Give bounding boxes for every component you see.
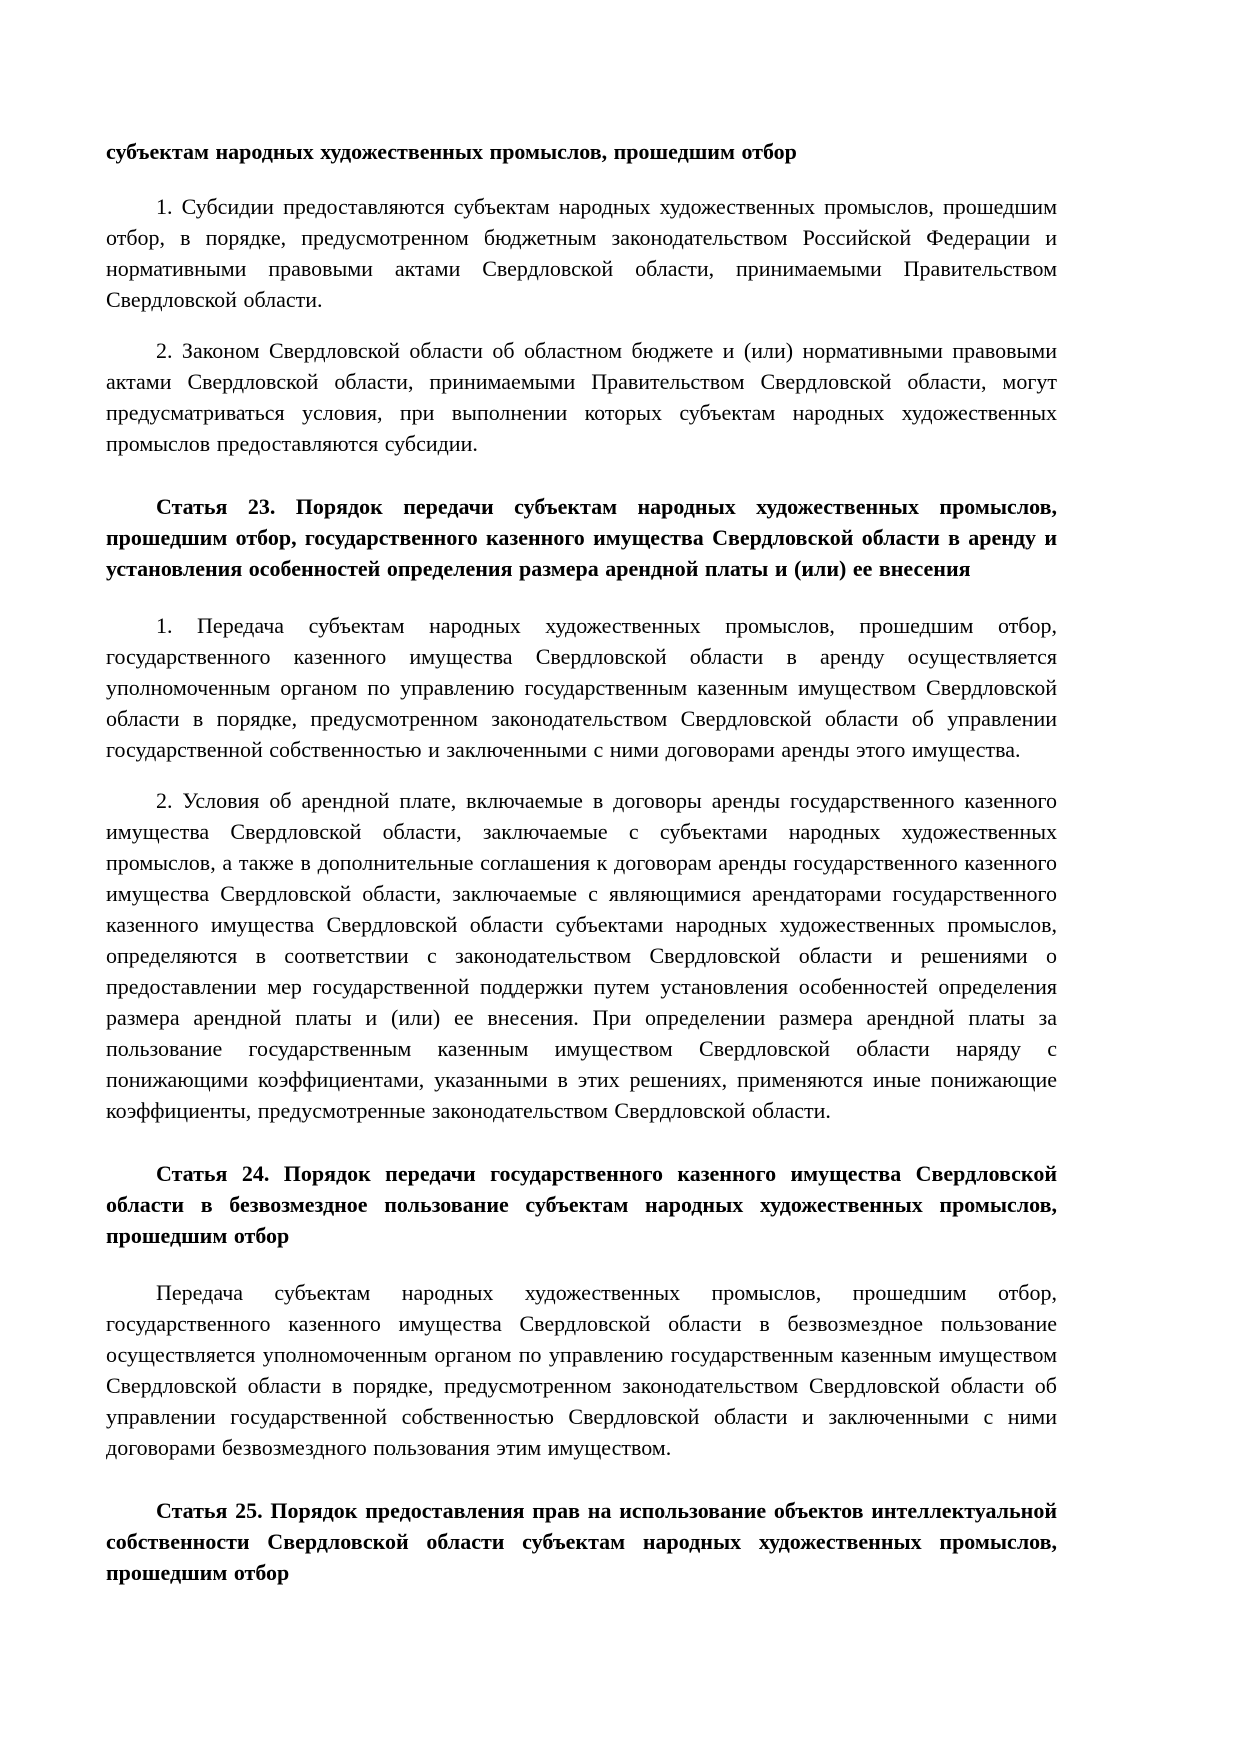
- paragraph-subsidies-2: 2. Законом Свердловской области об областном бюджете и (или) нормативными правовыми актами Свердловской области, принимаемыми Правительством Свердловской области, могут предусматриваться условия, при выполнении которых субъектам народных художественных промыслов предоставляются субсидии.: [106, 338, 1057, 456]
- paragraph-subsidies-1: 1. Субсидии предоставляются субъектам народных художественных промыслов, прошедшим отбор, в порядке, предусмотренном бюджетным законодательством Российской Федерации и нормативными правовыми актами Свердловской области, принимаемыми Правительством Свердловской области.: [106, 194, 1057, 312]
- article-23-paragraph-2: 2. Условия об арендной плате, включаемые в договоры аренды государственного казенного имущества Свердловской области, заключаемые с субъектами народных художественных промыслов, а также в дополнительные соглашения к договорам аренды государственного казенного имущества Свердловской области, заключаемые с являющимися арендаторами государственного казенного имущества Свердловской области субъектами народных художественных промыслов, определяются в соответствии с законодательством Свердловской области и решениями о предоставлении мер государственной поддержки путем установления особенностей определения размера арендной платы и (или) ее внесения. При определении размера арендной платы за пользование государственным казенным имуществом Свердловской области наряду с понижающими коэффициентами, указанными в этих решениях, применяются иные понижающие коэффициенты, предусмотренные законодательством Свердловской области.: [106, 788, 1057, 1123]
- article-24-heading: Статья 24. Порядок передачи государственного казенного имущества Свердловской области в безвозмездное пользование субъектам народных художественных промыслов, прошедшим отбор: [106, 1161, 1057, 1248]
- article-23-heading: Статья 23. Порядок передачи субъектам народных художественных промыслов, прошедшим отбор, государственного казенного имущества Свердловской области в аренду и установления особенностей определения размера арендной платы и (или) ее внесения: [106, 494, 1057, 581]
- article-24-paragraph: Передача субъектам народных художественных промыслов, прошедшим отбор, государственного казенного имущества Свердловской области в безвозмездное пользование осуществляется уполномоченным органом по управлению государственным казенным имуществом Свердловской области в порядке, предусмотренном законодательством Свердловской области об управлении государственной собственностью Свердловской области и заключенными с ними договорами безвозмездного пользования этим имуществом.: [106, 1280, 1057, 1460]
- article-25-heading: Статья 25. Порядок предоставления прав на использование объектов интеллектуальной собственности Свердловской области субъектам народных художественных промыслов, прошедшим отбор: [106, 1498, 1057, 1585]
- section-heading-continued: субъектам народных художественных промыслов, прошедшим отбор: [106, 139, 797, 164]
- article-23-paragraph-1: 1. Передача субъектам народных художественных промыслов, прошедшим отбор, государственного казенного имущества Свердловской области в аренду осуществляется уполномоченным органом по управлению государственным казенным имуществом Свердловской области в порядке, предусмотренном законодательством Свердловской области об управлении государственной собственностью и заключенными с ними договорами аренды этого имущества.: [106, 613, 1057, 762]
